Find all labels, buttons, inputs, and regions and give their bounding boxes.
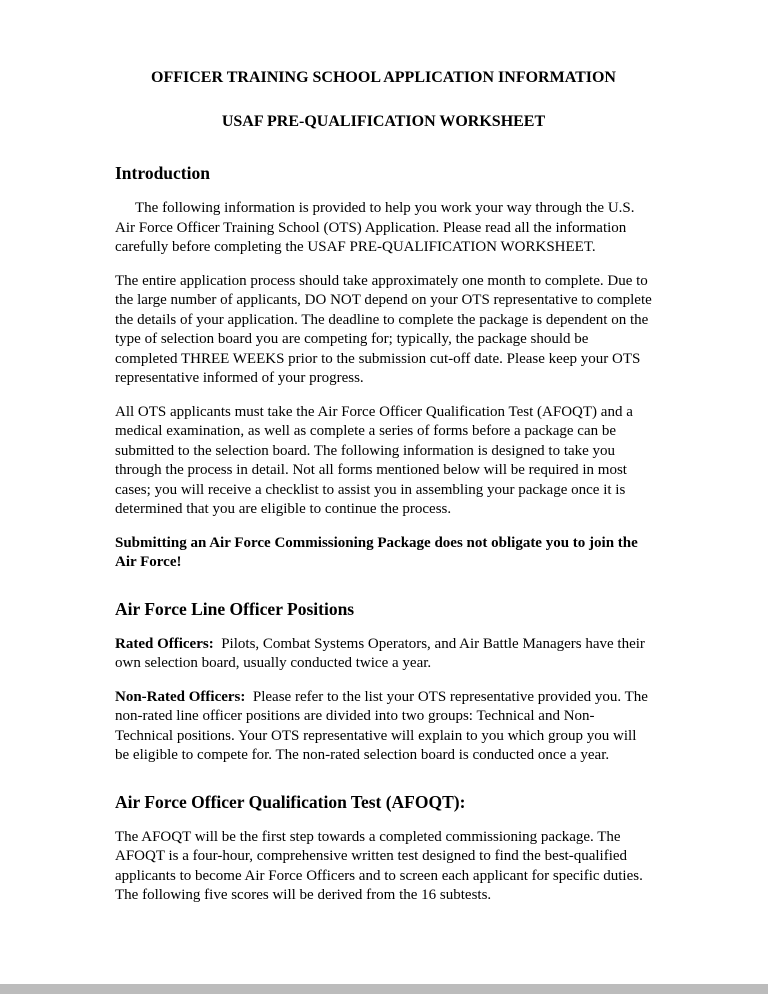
intro-paragraph-2: The entire application process should take approximately one month to complete. Due to the large number of applicants, DO NOT depend on your OTS representative to complete the details of your application. The deadline to complete the package is dependent on the type of selection board you are competing for; typically, the package should be completed THREE WEEKS prior to the submission cut-off date. Please keep your OTS representative informed of your progress. xyxy=(115,272,652,387)
afoqt-paragraph: The AFOQT will be the first step towards a completed commissioning package. The AFOQT is a four-hour, comprehensive written test designed to find the best-qualified applicants to become Air Force Officers and to screen each applicant for specific duties. The following five scores will be derived from the 16 subtests. xyxy=(115,828,643,904)
intro-paragraph-1: The following information is provided to help you work your way through the U.S. Air Force Officer Training School (OTS) Application. Please read all the information carefully before completing the USAF PRE-QUALIFICATION WORKSHEET. xyxy=(115,200,635,256)
document-title-line1: OFFICER TRAINING SCHOOL APPLICATION INFORMATION xyxy=(151,69,616,86)
nonrated-officers-text: Please refer to the list your OTS representative provided you. The non-rated line officer positions are divided into two groups: Technical and Non-Technical positions. Your OTS representative will explain to you which group you will be eligible to compete for. The non-rated selection board is conducted once a year. xyxy=(115,688,648,764)
nonrated-officers-label: Non-Rated Officers: xyxy=(115,688,246,705)
page-bottom-edge xyxy=(0,984,768,994)
rated-officers-paragraph xyxy=(115,635,652,674)
obligation-note: Submitting an Air Force Commissioning Package does not obligate you to join the Air Force! xyxy=(115,534,638,571)
line-officer-positions-heading: Air Force Line Officer Positions xyxy=(115,598,355,619)
document-title-line2: USAF PRE-QUALIFICATION WORKSHEET xyxy=(221,113,546,131)
rated-officers-text: Pilots, Combat Systems Operators, and Air Battle Managers have their own selection board, usually conducted twice a year. xyxy=(115,635,645,672)
rated-officers-label: Rated Officers: xyxy=(115,635,214,652)
intro-paragraph-3: All OTS applicants must take the Air Force Officer Qualification Test (AFOQT) and a medical examination, as well as complete a series of forms before a package can be submitted to the selection board. The following information is designed to take you through the process in detail. Not all forms mentioned below will be required in most cases; you will receive a checklist to assist you in assembling your package once it is determined that you are eligible to continue the process. xyxy=(115,403,633,518)
nonrated-officers-paragraph xyxy=(115,688,652,766)
afoqt-heading: Air Force Officer Qualification Test (AFOQT): xyxy=(115,791,466,812)
introduction-heading: Introduction xyxy=(115,163,210,184)
